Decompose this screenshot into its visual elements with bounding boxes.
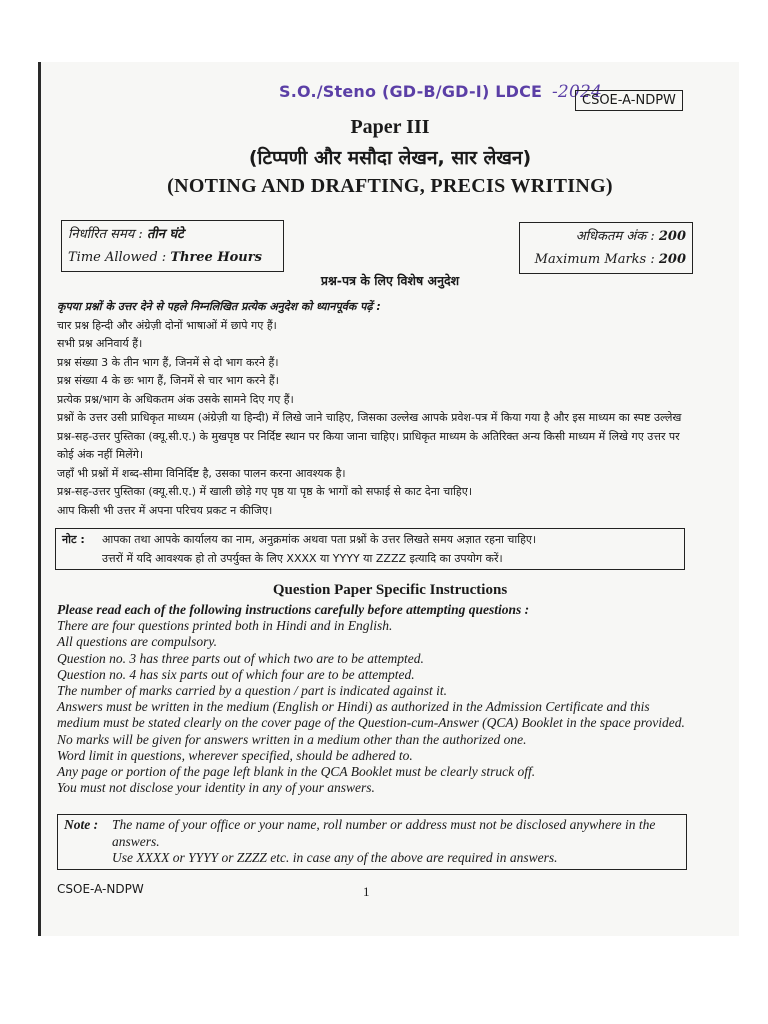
handwritten-year: -2024 <box>551 82 602 102</box>
list-item: चार प्रश्न हिन्दी और अंग्रेज़ी दोनों भाषाओं में छापे गए हैं। <box>57 318 277 332</box>
hindi-instructions-heading: प्रश्न-पत्र के लिए विशेष अनुदेश <box>320 273 460 288</box>
marks-hindi <box>526 225 686 248</box>
hindi-note-label: नोट : <box>62 533 85 546</box>
list-item: सभी प्रश्न अनिवार्य हैं। <box>57 337 143 350</box>
list-item: Any page or portion of the page left blank in the QCA Booklet must be clearly struck off. <box>57 764 536 780</box>
time-english <box>68 246 277 269</box>
list-item: जहाँ भी प्रश्नों में शब्द-सीमा विनिर्दिष्ट है, उसका पालन करना आवश्यक है। <box>57 466 346 480</box>
english-note-box <box>57 814 687 870</box>
list-item: प्रश्न संख्या 4 के छः भाग हैं, जिनमें से चार भाग करने हैं। <box>57 374 279 387</box>
list-item: Question no. 3 has three parts out of which two are to be attempted. <box>57 650 424 666</box>
time-english-label: Time Allowed : <box>68 250 167 265</box>
list-item: प्रश्न संख्या 3 के तीन भाग हैं, जिनमें से दो भाग करने हैं। <box>57 355 279 369</box>
hindi-note-line-2: उत्तरों में यदि आवश्यक हो तो उपर्युक्त के लिए XXXX या YYYY या ZZZZ इत्यादि का उपयोग करें। <box>102 552 503 565</box>
maximum-marks-box <box>519 222 693 274</box>
list-item: आप किसी भी उत्तर में अपना परिचय प्रकट न कीजिए। <box>57 503 273 517</box>
hindi-note-line-1 <box>62 530 678 549</box>
list-item: Answers must be written in the medium (English or Hindi) as authorized in the Admission Certificate and this medium must be stated clearly on the cover page of the Question-cum-Answer (QCA) Booklet in the space provided. No marks will be given for answers written in a medium other than the authorized one. <box>57 699 685 747</box>
marks-hindi-label: अधिकतम अंक : <box>575 229 655 244</box>
marks-hindi-value: 200 <box>658 229 686 244</box>
english-note-text-1: The name of your office or your name, roll number or address must not be disclosed anywhere in the answers. <box>112 817 656 849</box>
marks-english-label: Maximum Marks : <box>534 252 655 267</box>
title-hindi: (टिप्पणी और मसौदा लेखन, सार लेखन) <box>248 147 532 169</box>
hindi-note-text-1: आपका तथा आपके कार्यालय का नाम, अनुक्रमांक अथवा पता प्रश्नों के उत्तर लिखते समय अज्ञात रहना चाहिए। <box>102 533 537 546</box>
list-item: You must not disclose your identity in any of your answers. <box>57 780 375 796</box>
paper-code-box: CSOE-A-NDPW <box>575 90 683 111</box>
title-english: (NOTING AND DRAFTING, PRECIS WRITING) <box>167 175 613 197</box>
hindi-instructions-list <box>57 298 687 520</box>
time-english-value: Three Hours <box>170 250 262 265</box>
footer-paper-code: CSOE-A-NDPW <box>57 882 144 896</box>
office-stamp <box>279 82 602 102</box>
list-item: प्रश्नों के उत्तर उसी प्राधिकृत माध्यम (अंग्रेज़ी या हिन्दी) में लिखे जाने चाहिए, जिसका उल्लेख आपके प्रवेश-पत्र में किया गया है और इस माध्यम का स्पष्ट उल्लेख प्रश्न-सह-उत्तर पुस्तिका (क्यू.सी.ए.) के मुखपृष्ठ पर निर्दिष्ट स्थान पर किया जाना चाहिए। प्राधिकृत माध्यम के अतिरिक्त अन्य किसी माध्यम में लिखे गए उत्तर पर कोई अंक नहीं मिलेंगे। <box>57 411 682 461</box>
marks-english-value: 200 <box>658 252 686 267</box>
time-hindi-label: निर्धारित समय : <box>68 227 143 242</box>
english-instructions-lead: Please read each of the following instructions carefully before attempting questions : <box>57 602 530 617</box>
time-hindi-value: तीन घंटे <box>146 227 184 242</box>
hindi-instructions-lead: कृपया प्रश्नों के उत्तर देने से पहले निम्नलिखित प्रत्येक अनुदेश को ध्यानपूर्वक पढ़ें : <box>57 300 381 313</box>
list-item: प्रत्येक प्रश्न/भाग के अधिकतम अंक उसके सामने दिए गए हैं। <box>57 392 294 406</box>
english-note-label: Note : <box>64 817 99 832</box>
list-item: All questions are compulsory. <box>57 634 217 650</box>
paper-number: Paper III <box>350 116 430 138</box>
english-note-text-2: Use XXXX or YYYY or ZZZZ etc. in case any of the above are required in answers. <box>112 850 558 865</box>
list-item: There are four questions printed both in Hindi and in English. <box>57 618 393 634</box>
english-instructions-heading: Question Paper Specific Instructions <box>272 582 508 598</box>
time-allowed-box <box>61 220 284 272</box>
hindi-note-box <box>55 528 685 570</box>
list-item: The number of marks carried by a question / part is indicated against it. <box>57 683 447 699</box>
exam-page <box>38 62 739 936</box>
list-item: Question no. 4 has six parts out of which four are to be attempted. <box>57 666 415 682</box>
stamp-text: S.O./Steno (GD-B/GD-I) LDCE <box>279 82 543 101</box>
list-item: प्रश्न-सह-उत्तर पुस्तिका (क्यू.सी.ए.) में खाली छोड़े गए पृष्ठ या पृष्ठ के भागों को सफाई से काट देना चाहिए। <box>57 485 472 498</box>
page-number: 1 <box>363 884 370 899</box>
marks-english <box>526 248 686 271</box>
list-item: Word limit in questions, wherever specified, should be adhered to. <box>57 747 413 763</box>
time-hindi <box>68 223 277 246</box>
english-instructions-list <box>57 602 689 796</box>
